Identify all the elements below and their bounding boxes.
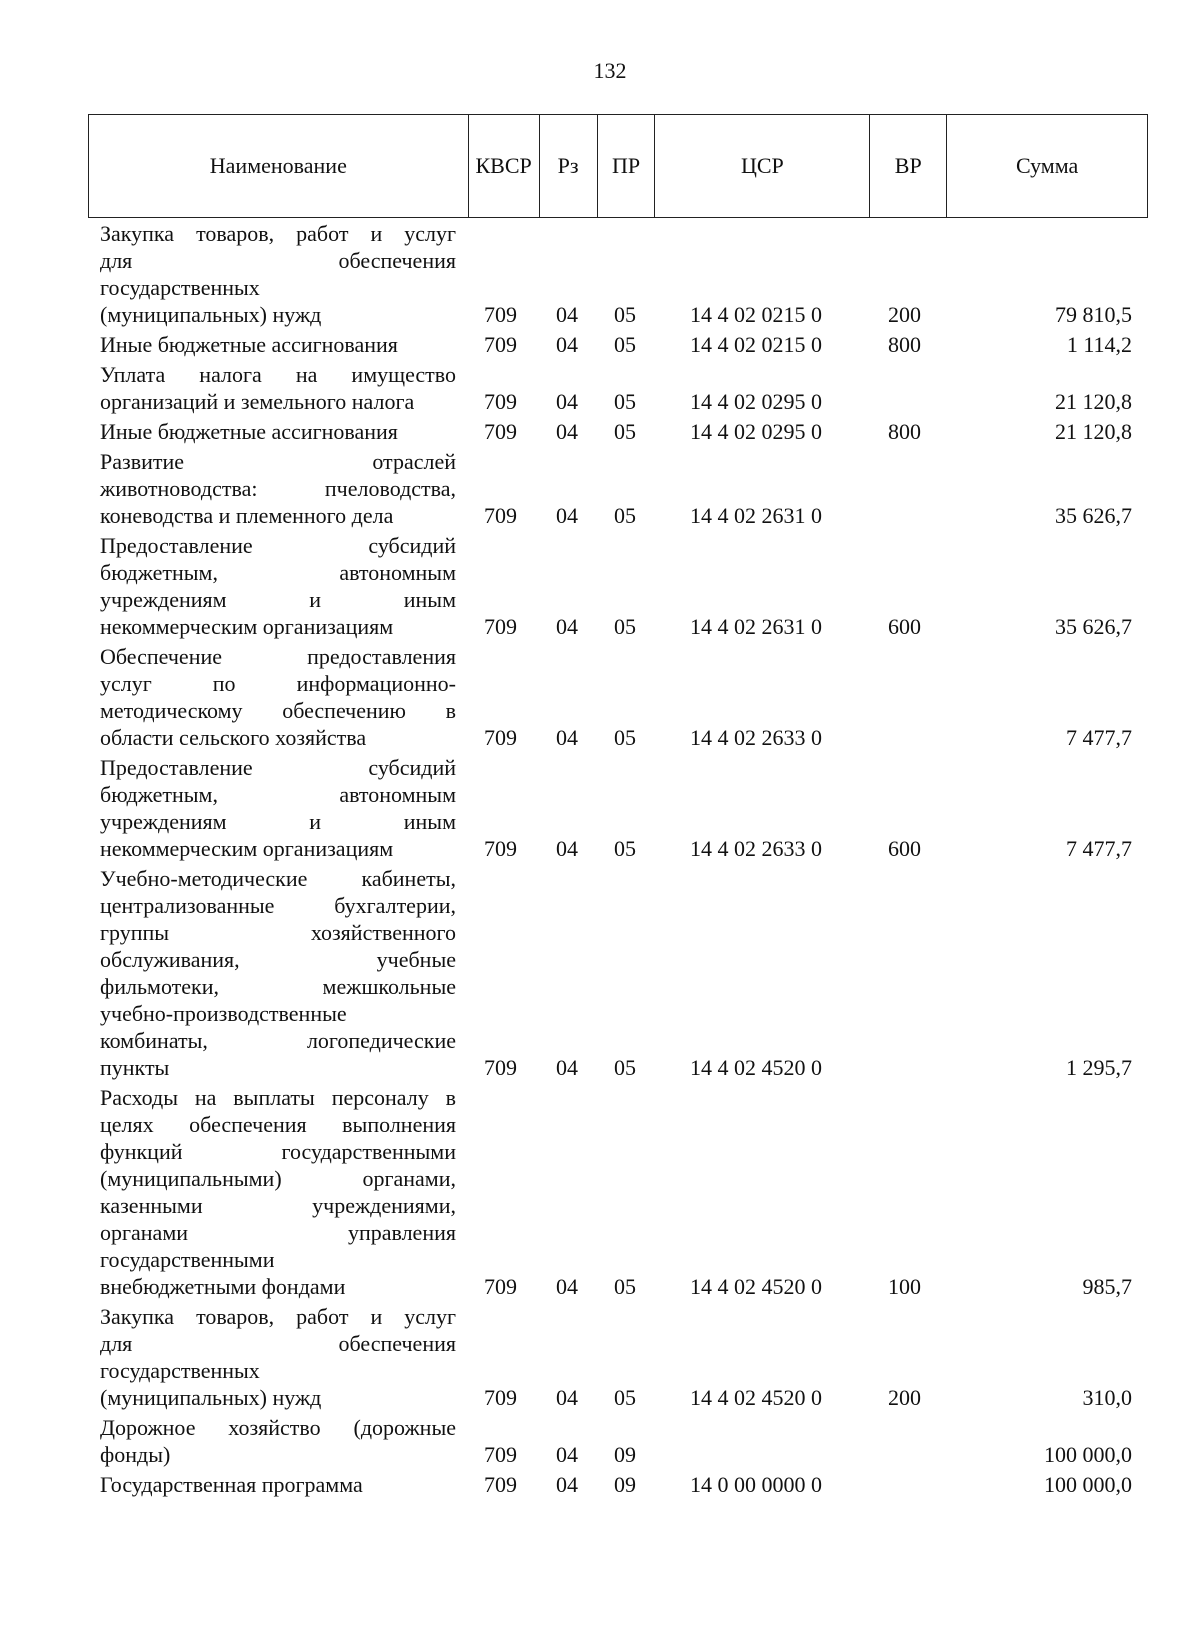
- header-vr: ВР: [870, 115, 947, 217]
- row-name-line: функций государственными: [100, 1139, 456, 1164]
- cell-csr: 14 0 00 0000 0: [690, 1472, 822, 1497]
- cell-csr: 14 4 02 2631 0: [690, 614, 822, 639]
- row-name-line: области сельского хозяйства: [100, 725, 367, 750]
- cell-pr: 05: [614, 332, 636, 357]
- cell-kvsr: 709: [484, 614, 517, 639]
- table-row: [0, 754, 1200, 862]
- row-name-line: учреждениям и иным: [100, 809, 456, 834]
- row-name-line: учреждениям и иным: [100, 587, 456, 612]
- cell-csr: 14 4 02 0215 0: [690, 302, 822, 327]
- row-name: [100, 1303, 456, 1411]
- row-name-line: (муниципальных) нужд: [100, 1385, 322, 1410]
- table-row: [0, 331, 1200, 358]
- cell-vr: 100: [888, 1274, 921, 1299]
- row-name-line: Закупка товаров, работ и услуг: [100, 1304, 456, 1329]
- row-name-line: животноводства: пчеловодства,: [100, 476, 456, 501]
- row-name-line: пункты: [100, 1055, 170, 1080]
- row-name: [100, 418, 456, 445]
- header-sum: Сумма: [1015, 153, 1079, 178]
- cell-pr: 05: [614, 725, 636, 750]
- row-name-line: фонды): [100, 1442, 171, 1467]
- row-name-line: фильмотеки, межшкольные: [100, 974, 456, 999]
- cell-kvsr: 709: [484, 302, 517, 327]
- table-header: [88, 114, 1148, 218]
- table-row: [0, 1471, 1200, 1498]
- cell-pr: 05: [614, 836, 636, 861]
- cell-rz: 04: [556, 1055, 578, 1080]
- row-name: [100, 754, 456, 862]
- cell-sum: 7 477,7: [1066, 836, 1132, 861]
- cell-pr: 09: [614, 1442, 636, 1467]
- row-name-line: Иные бюджетные ассигнования: [100, 332, 398, 357]
- cell-rz: 04: [556, 1442, 578, 1467]
- row-name-line: органами управления: [100, 1220, 456, 1245]
- cell-rz: 04: [556, 614, 578, 639]
- cell-kvsr: 709: [484, 1472, 517, 1497]
- row-name-line: Учебно-методические кабинеты,: [100, 866, 456, 891]
- row-name-line: некоммерческим организациям: [100, 836, 394, 861]
- cell-csr: 14 4 02 2633 0: [690, 836, 822, 861]
- cell-sum: 100 000,0: [1044, 1442, 1132, 1467]
- cell-kvsr: 709: [484, 1385, 517, 1410]
- row-name-line: казенными учреждениями,: [100, 1193, 456, 1218]
- row-name-line: целях обеспечения выполнения: [100, 1112, 456, 1137]
- cell-rz: 04: [556, 302, 578, 327]
- cell-kvsr: 709: [484, 419, 517, 444]
- row-name: [100, 331, 456, 358]
- table-row: [0, 220, 1200, 328]
- cell-sum: 1 114,2: [1066, 332, 1132, 357]
- row-name-line: бюджетным, автономным: [100, 560, 456, 585]
- table-row: [0, 532, 1200, 640]
- row-name-line: обслуживания, учебные: [100, 947, 456, 972]
- row-name-line: Предоставление субсидий: [100, 755, 456, 780]
- row-name-line: Иные бюджетные ассигнования: [100, 419, 398, 444]
- cell-csr: 14 4 02 0215 0: [690, 332, 822, 357]
- cell-vr: 800: [888, 419, 921, 444]
- cell-rz: 04: [556, 332, 578, 357]
- row-name-line: (муниципальными) органами,: [100, 1166, 456, 1191]
- cell-vr: 600: [888, 836, 921, 861]
- cell-sum: 35 626,7: [1055, 614, 1132, 639]
- row-name-line: бюджетным, автономным: [100, 782, 456, 807]
- row-name: [100, 1084, 456, 1300]
- cell-rz: 04: [556, 389, 578, 414]
- row-name-line: внебюджетными фондами: [100, 1274, 346, 1299]
- cell-rz: 04: [556, 836, 578, 861]
- cell-pr: 05: [614, 1055, 636, 1080]
- row-name-line: (муниципальных) нужд: [100, 302, 322, 327]
- cell-pr: 09: [614, 1472, 636, 1497]
- row-name-line: некоммерческим организациям: [100, 614, 394, 639]
- cell-kvsr: 709: [484, 503, 517, 528]
- row-name-line: методическому обеспечению в: [100, 698, 456, 723]
- row-name-line: Развитие отраслей: [100, 449, 456, 474]
- cell-csr: 14 4 02 4520 0: [690, 1055, 822, 1080]
- cell-rz: 04: [556, 1472, 578, 1497]
- cell-csr: 14 4 02 0295 0: [690, 419, 822, 444]
- cell-rz: 04: [556, 503, 578, 528]
- header-pr: ПР: [598, 115, 656, 217]
- table-row: [0, 1303, 1200, 1411]
- cell-pr: 05: [614, 614, 636, 639]
- cell-sum: 7 477,7: [1066, 725, 1132, 750]
- row-name-line: государственных: [100, 1358, 260, 1383]
- table-row: [0, 448, 1200, 529]
- page-number: 132: [593, 58, 627, 83]
- cell-rz: 04: [556, 1385, 578, 1410]
- row-name-line: государственными: [100, 1247, 275, 1272]
- cell-kvsr: 709: [484, 1055, 517, 1080]
- row-name: [100, 361, 456, 415]
- cell-sum: 21 120,8: [1055, 419, 1132, 444]
- cell-vr: 600: [888, 614, 921, 639]
- cell-rz: 04: [556, 725, 578, 750]
- row-name-line: комбинаты, логопедические: [100, 1028, 456, 1053]
- cell-sum: 21 120,8: [1055, 389, 1132, 414]
- cell-pr: 05: [614, 1385, 636, 1410]
- table-row: [0, 1084, 1200, 1300]
- row-name-line: учебно-производственные: [100, 1001, 347, 1026]
- row-name: [100, 1414, 456, 1468]
- header-csr: ЦСР: [655, 115, 870, 217]
- row-name-line: Обеспечение предоставления: [100, 644, 456, 669]
- cell-sum: 100 000,0: [1044, 1472, 1132, 1497]
- row-name-line: Расходы на выплаты персоналу в: [100, 1085, 456, 1110]
- cell-pr: 05: [614, 419, 636, 444]
- row-name-line: Дорожное хозяйство (дорожные: [100, 1415, 456, 1440]
- cell-vr: 200: [888, 302, 921, 327]
- cell-sum: 1 295,7: [1066, 1055, 1132, 1080]
- cell-csr: 14 4 02 0295 0: [690, 389, 822, 414]
- cell-csr: 14 4 02 4520 0: [690, 1274, 822, 1299]
- header-rz: Рз: [540, 115, 598, 217]
- cell-sum: 35 626,7: [1055, 503, 1132, 528]
- cell-vr: 200: [888, 1385, 921, 1410]
- row-name-line: для обеспечения: [100, 1331, 456, 1356]
- cell-kvsr: 709: [484, 1274, 517, 1299]
- table-row: [0, 361, 1200, 415]
- row-name: [100, 448, 456, 529]
- table-row: [0, 643, 1200, 751]
- row-name-line: группы хозяйственного: [100, 920, 456, 945]
- row-name: [100, 220, 456, 328]
- cell-kvsr: 709: [484, 725, 517, 750]
- row-name: [100, 865, 456, 1081]
- row-name-line: организаций и земельного налога: [100, 389, 415, 414]
- row-name-line: Предоставление субсидий: [100, 533, 456, 558]
- cell-pr: 05: [614, 302, 636, 327]
- row-name-line: для обеспечения: [100, 248, 456, 273]
- row-name-line: Уплата налога на имущество: [100, 362, 456, 387]
- row-name-line: государственных: [100, 275, 260, 300]
- cell-pr: 05: [614, 503, 636, 528]
- cell-csr: 14 4 02 2631 0: [690, 503, 822, 528]
- row-name-line: коневодства и племенного дела: [100, 503, 394, 528]
- cell-kvsr: 709: [484, 389, 517, 414]
- header-name: Наименование: [89, 115, 469, 217]
- cell-csr: 14 4 02 2633 0: [690, 725, 822, 750]
- header-kvsr: КВСР: [469, 115, 540, 217]
- row-name: [100, 1471, 456, 1498]
- cell-pr: 05: [614, 1274, 636, 1299]
- cell-rz: 04: [556, 419, 578, 444]
- table-row: [0, 1414, 1200, 1468]
- row-name-line: Закупка товаров, работ и услуг: [100, 221, 456, 246]
- row-name-line: услуг по информационно-: [100, 671, 456, 696]
- row-name-line: Государственная программа: [100, 1472, 363, 1497]
- cell-kvsr: 709: [484, 332, 517, 357]
- row-name-line: централизованные бухгалтерии,: [100, 893, 456, 918]
- cell-sum: 310,0: [1082, 1385, 1132, 1410]
- cell-kvsr: 709: [484, 836, 517, 861]
- cell-kvsr: 709: [484, 1442, 517, 1467]
- table-row: [0, 418, 1200, 445]
- cell-sum: 79 810,5: [1055, 302, 1132, 327]
- cell-csr: 14 4 02 4520 0: [690, 1385, 822, 1410]
- row-name: [100, 532, 456, 640]
- cell-sum: 985,7: [1082, 1274, 1132, 1299]
- cell-rz: 04: [556, 1274, 578, 1299]
- cell-pr: 05: [614, 389, 636, 414]
- table-row: [0, 865, 1200, 1081]
- cell-vr: 800: [888, 332, 921, 357]
- row-name: [100, 643, 456, 751]
